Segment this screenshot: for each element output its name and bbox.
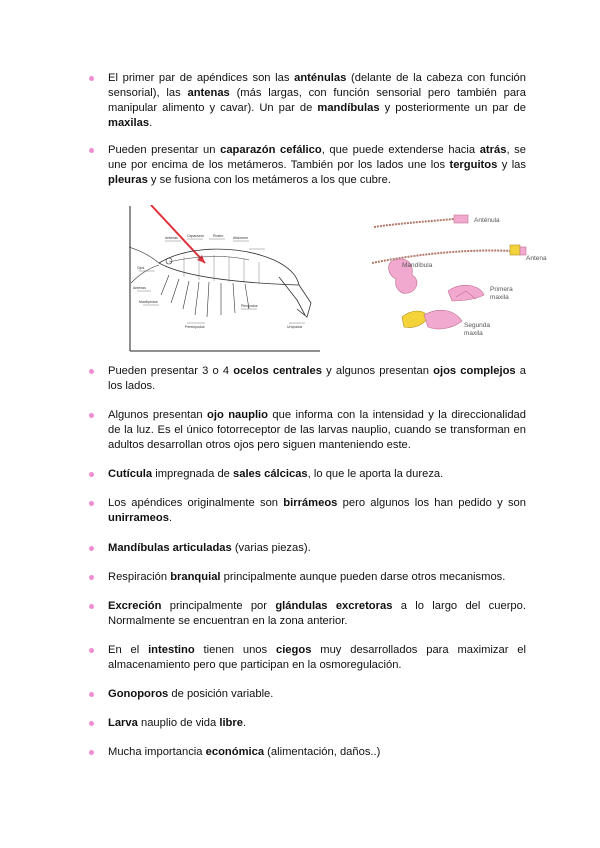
text-run: a lo largo del cuerpo. Normalmente se encuentran en la zona anterior. xyxy=(108,600,526,627)
bold-term: Larva xyxy=(108,717,138,729)
svg-text:Abdomen: Abdomen xyxy=(233,236,248,240)
item-text xyxy=(108,542,311,554)
bold-term: económica xyxy=(205,746,265,758)
bold-term: branquial xyxy=(170,571,221,583)
text-run: Mucha importancia xyxy=(108,746,206,758)
label-antenula: Anténula xyxy=(474,217,500,224)
list-item-ojo-nauplio xyxy=(108,408,526,453)
list-item-ocelos xyxy=(108,364,526,394)
list-item-excrecion xyxy=(108,599,526,629)
text-run: Los apéndices originalmente son xyxy=(108,497,284,509)
antenula-drawing xyxy=(374,219,454,227)
list-item-apendices-birrameos xyxy=(108,496,526,526)
segunda-maxila-exopodito xyxy=(402,311,428,328)
bullet xyxy=(89,501,94,506)
bold-term: caparazón cefálico xyxy=(220,144,322,156)
label-mandibula: Mandíbula xyxy=(402,262,433,269)
text-run: , que puede extenderse hacia xyxy=(321,144,480,156)
bold-term: Mandíbulas articuladas xyxy=(108,542,232,554)
item-text xyxy=(108,717,246,729)
bullet xyxy=(89,148,94,153)
list-item-mandibulas xyxy=(108,541,526,556)
bold-term: mandíbulas xyxy=(317,102,380,114)
text-run: Pueden presentar un xyxy=(108,144,221,156)
bold-term: pleuras xyxy=(108,174,148,186)
bullet xyxy=(89,369,94,374)
text-run: principalmente por xyxy=(161,600,276,612)
bold-term: birrámeos xyxy=(283,497,338,509)
item-text xyxy=(108,144,526,186)
bold-term: ocelos centrales xyxy=(233,365,322,377)
bold-term: terguitos xyxy=(449,159,498,171)
bullet xyxy=(89,604,94,609)
svg-text:Urópodos: Urópodos xyxy=(287,325,303,329)
text-run: (varias piezas). xyxy=(231,542,311,554)
text-run: En el xyxy=(108,644,149,656)
bold-term: antenas xyxy=(187,87,230,99)
text-run: . xyxy=(149,117,153,129)
bullet xyxy=(89,575,94,580)
bold-term: glándulas excretoras xyxy=(275,600,393,612)
svg-text:Antenas: Antenas xyxy=(133,286,146,290)
item-text xyxy=(108,600,526,627)
text-run: y algunos presentan xyxy=(321,365,434,377)
appendages-figure xyxy=(372,209,554,344)
label-segunda-maxila-2: maxila xyxy=(464,330,483,337)
item-text xyxy=(108,72,526,129)
text-run: . xyxy=(168,512,173,524)
bullet xyxy=(89,648,94,653)
segunda-maxila-drawing xyxy=(424,310,462,329)
list-item-larva xyxy=(108,716,526,731)
bullet xyxy=(89,76,94,81)
bold-term: ojo nauplio xyxy=(207,409,268,421)
bold-term: libre xyxy=(219,717,243,729)
bold-term: Cutícula xyxy=(108,468,153,480)
label-antena: Antena xyxy=(526,255,547,262)
bold-term: ojos complejos xyxy=(433,365,516,377)
text-run: (delante de la cabeza con función sensorial), las xyxy=(108,72,526,99)
appendages-drawing xyxy=(372,209,554,344)
bullet xyxy=(89,413,94,418)
text-run: , se une por encima de los metámeros. También por los lados une los xyxy=(108,144,526,171)
text-run: de posición variable. xyxy=(168,688,274,700)
bold-term: intestino xyxy=(148,644,195,656)
text-run: y posteriormente un par de xyxy=(379,102,527,114)
bold-term: maxilas xyxy=(108,117,150,129)
text-run: impregnada de xyxy=(152,468,233,480)
text-run: Pueden presentar 3 o 4 xyxy=(108,365,234,377)
text-run: que informa con la intensidad y la direccionalidad de la luz. Es el único fotorreceptor de las larvas nauplio, cuando se transforman en adultos desarrollan otros ojos pero siguen manteniendo este. xyxy=(108,409,526,451)
list-item-apendices xyxy=(108,71,526,131)
item-text xyxy=(108,644,526,671)
list-item-economica xyxy=(108,745,526,760)
svg-text:Maxilípedos: Maxilípedos xyxy=(139,300,158,304)
bullet xyxy=(89,721,94,726)
text-run: a los lados. xyxy=(108,365,526,392)
text-run: tienen unos xyxy=(194,644,276,656)
list-item-cuticula xyxy=(108,467,526,482)
bold-term: atrás xyxy=(479,144,507,156)
svg-text:Pereiópodos: Pereiópodos xyxy=(185,325,205,329)
bold-term: anténulas xyxy=(294,72,347,84)
item-text xyxy=(108,409,526,451)
text-run: nauplio de vida xyxy=(137,717,220,729)
bullet xyxy=(89,692,94,697)
text-run: pero algunos los han pedido y son xyxy=(337,497,526,509)
text-run: (más largas, con función sensorial pero también para manipular alimento y cavar). Un par de xyxy=(108,87,527,114)
list-item-gonoporos xyxy=(108,687,526,702)
primera-maxila-drawing xyxy=(448,285,484,301)
item-text xyxy=(108,688,273,700)
list-item-caparazon xyxy=(108,143,526,188)
text-run: Respiración xyxy=(108,571,171,583)
svg-text:Pleópodos: Pleópodos xyxy=(241,304,258,308)
text-run: principalmente aunque pueden darse otros mecanismos. xyxy=(220,571,506,583)
svg-text:Caparazón: Caparazón xyxy=(187,234,205,238)
text-run: y las xyxy=(497,159,526,171)
item-text xyxy=(108,571,505,583)
item-text xyxy=(108,497,526,524)
list-item-respiracion xyxy=(108,570,526,585)
crustacean-anatomy-drawing xyxy=(129,205,321,352)
bold-term: unirrameos xyxy=(108,512,169,524)
text-run: . xyxy=(242,717,247,729)
text-run: muy desarrollados para maximizar el almacenamiento pero que participan en la osmoregulación. xyxy=(108,644,526,671)
item-text xyxy=(108,746,380,758)
text-run: Algunos presentan xyxy=(108,409,208,421)
text-run: (alimentación, daños..) xyxy=(264,746,381,758)
item-text xyxy=(108,365,526,392)
list-item-intestino xyxy=(108,643,526,673)
bullet xyxy=(89,750,94,755)
text-run: y se fusiona con los metámeros a los que cubre. xyxy=(147,174,391,186)
bold-term: Excreción xyxy=(108,600,162,612)
bullet xyxy=(89,472,94,477)
svg-text:Ojos: Ojos xyxy=(137,266,145,270)
item-text xyxy=(108,468,443,480)
text-run: El primer par de apéndices son las xyxy=(108,72,295,84)
label-primera-maxila-1: Primera xyxy=(490,286,513,293)
bold-term: Gonoporos xyxy=(108,688,169,700)
bold-term: ciegos xyxy=(275,644,312,656)
crustacean-anatomy-figure xyxy=(129,205,321,352)
bullet xyxy=(89,546,94,551)
svg-text:Antenas: Antenas xyxy=(165,236,178,240)
svg-text:Rostro: Rostro xyxy=(213,234,224,238)
text-run: , lo que le aporta la dureza. xyxy=(307,468,444,480)
bold-term: sales cálcicas xyxy=(233,468,308,480)
label-primera-maxila-2: maxila xyxy=(490,294,509,301)
label-segunda-maxila-1: Segunda xyxy=(464,322,491,329)
